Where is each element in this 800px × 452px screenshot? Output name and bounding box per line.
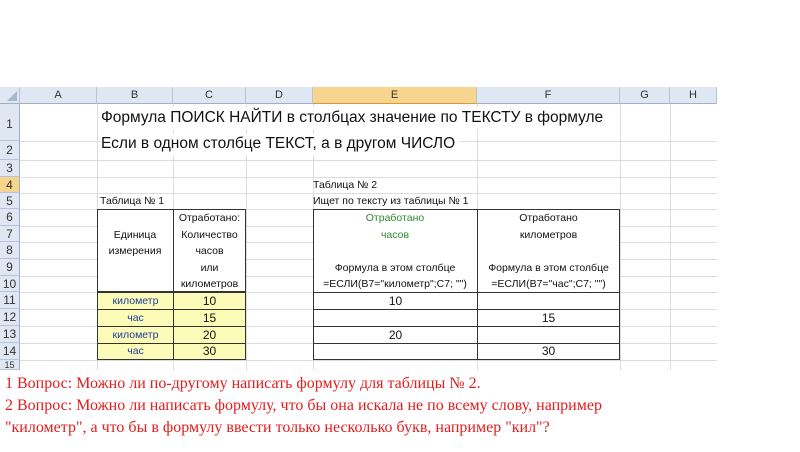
grid-line <box>20 160 717 161</box>
grid-line <box>670 104 671 370</box>
question-2-line-2: "километр", а что бы в формулу ввести только несколько букв, например "кил"? <box>5 419 550 436</box>
row-header-15[interactable]: 15 <box>0 360 20 370</box>
question-1: 1 Вопрос: Можно ли по-другому написать формулу для таблицы № 2. <box>5 375 481 392</box>
grid-line <box>620 104 621 370</box>
row-header-13[interactable]: 13 <box>0 326 20 343</box>
row-header-1[interactable]: 1 <box>0 104 20 141</box>
column-header-h[interactable]: H <box>670 87 717 104</box>
sheet-title-row1[interactable]: Формула ПОИСК НАЙТИ в столбцах значение по ТЕКСТУ в формуле <box>101 107 607 129</box>
column-header-e[interactable]: E <box>313 87 477 104</box>
table1-value-cell[interactable]: 30 <box>173 343 246 360</box>
table2-hours-header-2[interactable]: часов <box>380 229 410 241</box>
table2-hours-formula[interactable]: =ЕСЛИ(B7="километр";C7; "") <box>323 278 467 290</box>
table1-header-unit-2[interactable]: измерения <box>108 245 162 257</box>
row-header-4[interactable]: 4 <box>0 177 20 193</box>
table2-hours-header-1[interactable]: Отработано <box>365 212 425 224</box>
row-header-6[interactable]: 6 <box>0 209 20 226</box>
table2-km-header-1[interactable]: Отработано <box>519 212 578 224</box>
table2-km-cell[interactable]: 30 <box>477 343 620 360</box>
column-header-d[interactable]: D <box>246 87 313 104</box>
row-header-5[interactable]: 5 <box>0 193 20 209</box>
table1-header-km[interactable]: километров <box>180 278 239 290</box>
table2-km-cell[interactable]: 15 <box>477 309 620 327</box>
table1-value-cell[interactable]: 10 <box>173 292 246 310</box>
select-all-icon <box>7 91 17 101</box>
table2-hours-cell[interactable]: 20 <box>313 326 478 344</box>
table1-header-qty[interactable]: Количество <box>181 229 238 241</box>
table1-header-worked[interactable]: Отработано: <box>178 212 241 224</box>
row-header-8[interactable]: 8 <box>0 242 20 259</box>
column-header-c[interactable]: C <box>173 87 246 104</box>
row-header-12[interactable]: 12 <box>0 309 20 326</box>
select-all-corner[interactable] <box>0 87 20 104</box>
table1-label[interactable]: Таблица № 1 <box>100 195 165 207</box>
table2-km-formula-label[interactable]: Формула в этом столбце <box>488 262 609 274</box>
row-header-2[interactable]: 2 <box>0 141 20 160</box>
table1-unit-cell[interactable]: час <box>97 309 174 327</box>
table2-km-cell[interactable] <box>477 292 620 310</box>
column-header-g[interactable]: G <box>620 87 670 104</box>
spreadsheet <box>0 87 717 370</box>
table2-hours-cell[interactable] <box>313 309 478 327</box>
row-header-14[interactable]: 14 <box>0 343 20 360</box>
grid-line <box>20 360 717 361</box>
table1-value-cell[interactable]: 20 <box>173 326 246 344</box>
table2-subtitle[interactable]: Ищет по тексту из таблицы № 1 <box>313 195 469 207</box>
table2-km-header-2[interactable]: километров <box>519 229 578 241</box>
table2-km-formula[interactable]: =ЕСЛИ(B7="час";C7; "") <box>491 278 606 290</box>
table2-label[interactable]: Таблица № 2 <box>313 179 378 191</box>
sheet-title-row2[interactable]: Если в одном столбце ТЕКСТ, а в другом ЧИСЛО <box>101 133 459 155</box>
table1-unit-cell[interactable]: километр <box>97 292 174 310</box>
table2-hours-cell[interactable]: 10 <box>313 292 478 310</box>
row-header-7[interactable]: 7 <box>0 226 20 242</box>
table1-unit-cell[interactable]: час <box>97 343 174 360</box>
column-header-a[interactable]: A <box>20 87 97 104</box>
column-header-b[interactable]: B <box>97 87 173 104</box>
table2-km-cell[interactable] <box>477 326 620 344</box>
table1-header-hours[interactable]: часов <box>195 245 224 257</box>
table1-header-unit-1[interactable]: Единица <box>113 229 157 241</box>
row-header-11[interactable]: 11 <box>0 292 20 309</box>
column-header-f[interactable]: F <box>477 87 620 104</box>
table2-hours-cell[interactable] <box>313 343 478 360</box>
question-2-line-1: 2 Вопрос: Можно ли написать формулу, что бы она искала не по всему слову, например <box>5 397 602 414</box>
row-header-10[interactable]: 10 <box>0 276 20 292</box>
row-header-9[interactable]: 9 <box>0 259 20 276</box>
table1-value-cell[interactable]: 15 <box>173 309 246 327</box>
row-header-3[interactable]: 3 <box>0 160 20 177</box>
table1-header-or[interactable]: или <box>200 262 219 274</box>
table2-hours-formula-label[interactable]: Формула в этом столбце <box>334 262 456 274</box>
table1-unit-cell[interactable]: километр <box>97 326 174 344</box>
